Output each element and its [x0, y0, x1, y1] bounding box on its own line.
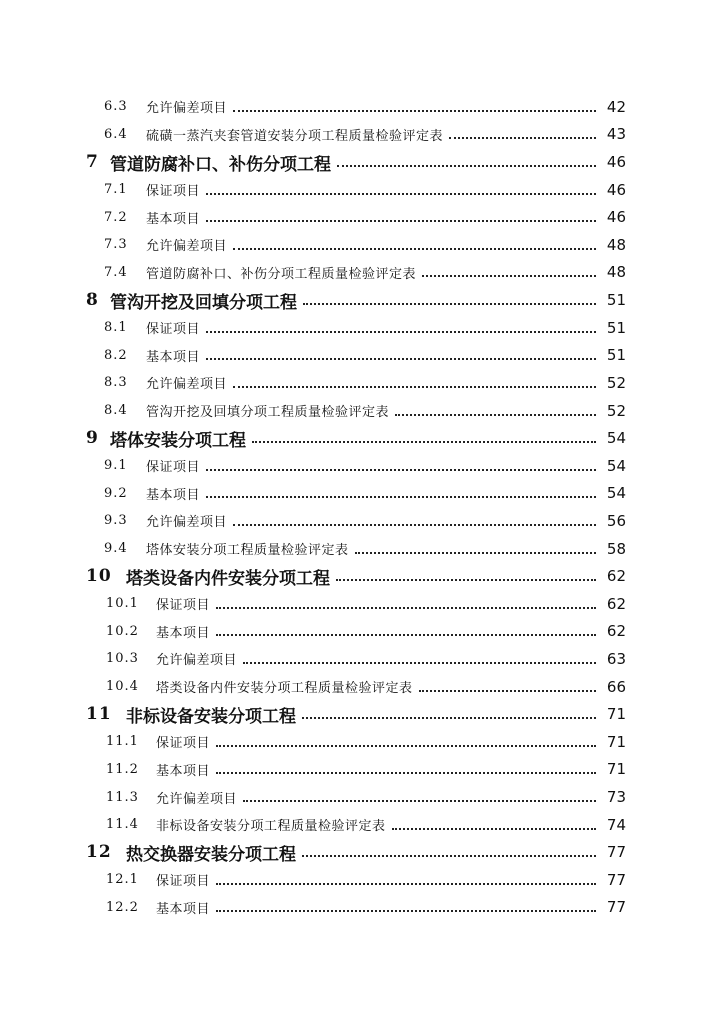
toc-entry-number: 11.1 [106, 734, 139, 750]
dot-leader [206, 469, 596, 471]
dot-leader [302, 717, 596, 719]
toc-entry [0, 618, 724, 646]
toc-entry-number: 9.4 [104, 541, 128, 557]
toc-entry [0, 756, 724, 784]
toc-entry-number: 10.2 [106, 623, 139, 639]
toc-entry-title: 保证项目 [146, 460, 201, 476]
toc-entry-title: 允许偏差项目 [146, 101, 228, 117]
dot-leader [233, 524, 596, 526]
dot-leader [216, 634, 596, 636]
toc-entry-number: 9.3 [104, 513, 128, 529]
toc-entry-page: 74 [606, 815, 626, 834]
toc-entry-title: 基本项目 [156, 763, 211, 779]
toc-entry-page: 77 [606, 870, 626, 889]
toc-entry-title: 基本项目 [146, 349, 201, 365]
toc-entry-page: 48 [606, 235, 626, 254]
toc-entry-page: 63 [606, 649, 626, 668]
toc-chapter-page: 62 [606, 567, 626, 586]
toc-entry [0, 121, 724, 149]
toc-entry [0, 728, 724, 756]
toc-entry-number: 8.2 [104, 347, 128, 363]
toc-chapter-title: 塔类设备内件安装分项工程 [126, 568, 330, 589]
toc-entry [0, 452, 724, 480]
toc-entry [0, 673, 724, 701]
toc-entry [0, 314, 724, 342]
dot-leader [206, 220, 596, 222]
toc-entry-number: 11.2 [106, 761, 139, 777]
dot-leader [419, 690, 596, 692]
toc-entry-number: 7.3 [104, 237, 128, 253]
toc-chapter-title: 管道防腐补口、补伤分项工程 [110, 154, 331, 175]
toc-entry-title: 保证项目 [146, 322, 201, 338]
toc-entry-page: 43 [606, 125, 626, 144]
dot-leader [216, 772, 596, 774]
toc-entry [0, 397, 724, 425]
dot-leader [233, 110, 596, 112]
dot-leader [206, 496, 596, 498]
toc-entry [0, 866, 724, 894]
toc-entry-page: 51 [606, 318, 626, 337]
toc-entry-title: 非标设备安装分项工程质量检验评定表 [156, 819, 386, 835]
toc-entry-title: 允许偏差项目 [146, 515, 228, 531]
toc-entry-number: 8.4 [104, 403, 128, 418]
toc-entry-page: 71 [606, 732, 626, 751]
toc-chapter [0, 424, 724, 452]
dot-leader [337, 165, 596, 167]
toc-chapter-page: 71 [606, 705, 626, 724]
toc-chapter-page: 77 [606, 843, 626, 862]
dot-leader [355, 552, 596, 554]
dot-leader [449, 137, 596, 139]
toc-chapter-title: 塔体安装分项工程 [110, 430, 246, 451]
toc-chapter-title: 非标设备安装分项工程 [126, 706, 296, 727]
toc-chapter-number: 10 [86, 566, 112, 587]
toc-chapter-page: 51 [606, 291, 626, 310]
toc-chapter [0, 562, 724, 590]
toc-entry-title: 保证项目 [146, 184, 201, 200]
toc-entry-number: 8.3 [104, 375, 128, 391]
toc-entry-number: 12.1 [106, 872, 139, 888]
toc-entry-number: 11.4 [106, 817, 139, 833]
toc-entry [0, 811, 724, 839]
toc-entry-title: 管沟开挖及回填分项工程质量检验评定表 [146, 405, 390, 420]
dot-leader [206, 193, 596, 195]
toc-chapter-title: 管沟开挖及回填分项工程 [110, 292, 297, 313]
toc-chapter-number: 12 [86, 842, 112, 863]
toc-entry-number: 12.2 [106, 899, 139, 915]
toc-entry-page: 46 [606, 208, 626, 227]
dot-leader [243, 662, 596, 664]
toc-entry-title: 允许偏差项目 [156, 791, 238, 807]
toc-entry-number: 7.4 [104, 264, 128, 280]
toc-entry-number: 8.1 [104, 320, 128, 336]
toc-chapter-number: 8 [86, 290, 99, 311]
toc-entry-title: 基本项目 [146, 211, 201, 227]
toc-entry [0, 259, 724, 287]
toc-chapter [0, 148, 724, 176]
toc-entry-title: 允许偏差项目 [146, 239, 228, 255]
dot-leader [206, 358, 596, 360]
toc-entry-page: 52 [606, 373, 626, 392]
toc-chapter [0, 286, 724, 314]
toc-chapter-page: 54 [606, 429, 626, 448]
toc-entry-page: 54 [606, 484, 626, 503]
dot-leader [216, 607, 596, 609]
toc-entry-page: 54 [606, 456, 626, 475]
table-of-contents [0, 93, 724, 921]
toc-chapter-number: 7 [86, 152, 99, 173]
dot-leader [422, 275, 596, 277]
toc-entry-title: 基本项目 [156, 625, 211, 641]
toc-entry-number: 7.2 [104, 209, 128, 225]
dot-leader [216, 883, 596, 885]
toc-entry [0, 369, 724, 397]
dot-leader [302, 855, 596, 857]
toc-entry-page: 51 [606, 346, 626, 365]
toc-entry-title: 保证项目 [156, 598, 211, 614]
dot-leader [303, 303, 596, 305]
toc-entry-title: 硫磺一蒸汽夹套管道安装分项工程质量检验评定表 [146, 128, 444, 144]
toc-entry-title: 基本项目 [156, 901, 211, 917]
toc-entry-title: 塔类设备内件安装分项工程质量检验评定表 [156, 681, 413, 697]
dot-leader [252, 441, 596, 443]
toc-entry-title: 允许偏差项目 [146, 377, 228, 393]
toc-entry-page: 66 [606, 677, 626, 696]
toc-entry [0, 507, 724, 535]
toc-entry-page: 77 [606, 898, 626, 917]
dot-leader [392, 828, 596, 830]
toc-entry-number: 7.1 [104, 182, 128, 198]
toc-entry-page: 56 [606, 511, 626, 530]
dot-leader [336, 579, 596, 581]
toc-entry-page: 52 [606, 401, 626, 420]
dot-leader [216, 910, 596, 912]
toc-chapter-title: 热交换器安装分项工程 [126, 844, 296, 865]
toc-entry-title: 保证项目 [156, 736, 211, 752]
toc-entry [0, 176, 724, 204]
toc-entry-number: 6.3 [104, 99, 128, 115]
toc-entry-page: 46 [606, 180, 626, 199]
toc-entry-page: 62 [606, 594, 626, 613]
toc-chapter [0, 700, 724, 728]
toc-entry-page: 42 [606, 97, 626, 116]
toc-entry [0, 590, 724, 618]
toc-entry [0, 341, 724, 369]
dot-leader [233, 386, 596, 388]
toc-entry [0, 645, 724, 673]
toc-entry [0, 894, 724, 922]
toc-entry-page: 62 [606, 622, 626, 641]
toc-entry-title: 保证项目 [156, 874, 211, 890]
toc-entry-page: 73 [606, 788, 626, 807]
toc-entry [0, 231, 724, 259]
dot-leader [206, 331, 596, 333]
toc-entry-number: 10.1 [106, 596, 139, 612]
dot-leader [395, 414, 596, 416]
toc-entry-page: 48 [606, 263, 626, 282]
toc-entry-number: 9.2 [104, 485, 128, 501]
dot-leader [243, 800, 596, 802]
toc-entry [0, 535, 724, 563]
toc-chapter-number: 9 [86, 428, 99, 449]
toc-entry-number: 11.3 [106, 789, 139, 805]
toc-entry-number: 10.4 [106, 679, 139, 695]
dot-leader [216, 745, 596, 747]
toc-entry [0, 203, 724, 231]
toc-entry [0, 93, 724, 121]
toc-entry-number: 6.4 [104, 126, 128, 142]
toc-chapter-number: 11 [86, 704, 112, 725]
toc-entry [0, 783, 724, 811]
dot-leader [233, 248, 596, 250]
toc-entry-number: 9.1 [104, 458, 128, 474]
toc-entry-title: 管道防腐补口、补伤分项工程质量检验评定表 [146, 266, 417, 282]
toc-chapter [0, 838, 724, 866]
toc-entry-page: 58 [606, 539, 626, 558]
toc-entry-title: 允许偏差项目 [156, 653, 238, 669]
toc-entry-title: 塔体安装分项工程质量检验评定表 [146, 543, 349, 559]
toc-entry-number: 10.3 [106, 651, 139, 667]
toc-entry-title: 基本项目 [146, 487, 201, 503]
toc-chapter-page: 46 [606, 153, 626, 172]
toc-entry-page: 71 [606, 760, 626, 779]
toc-entry [0, 480, 724, 508]
